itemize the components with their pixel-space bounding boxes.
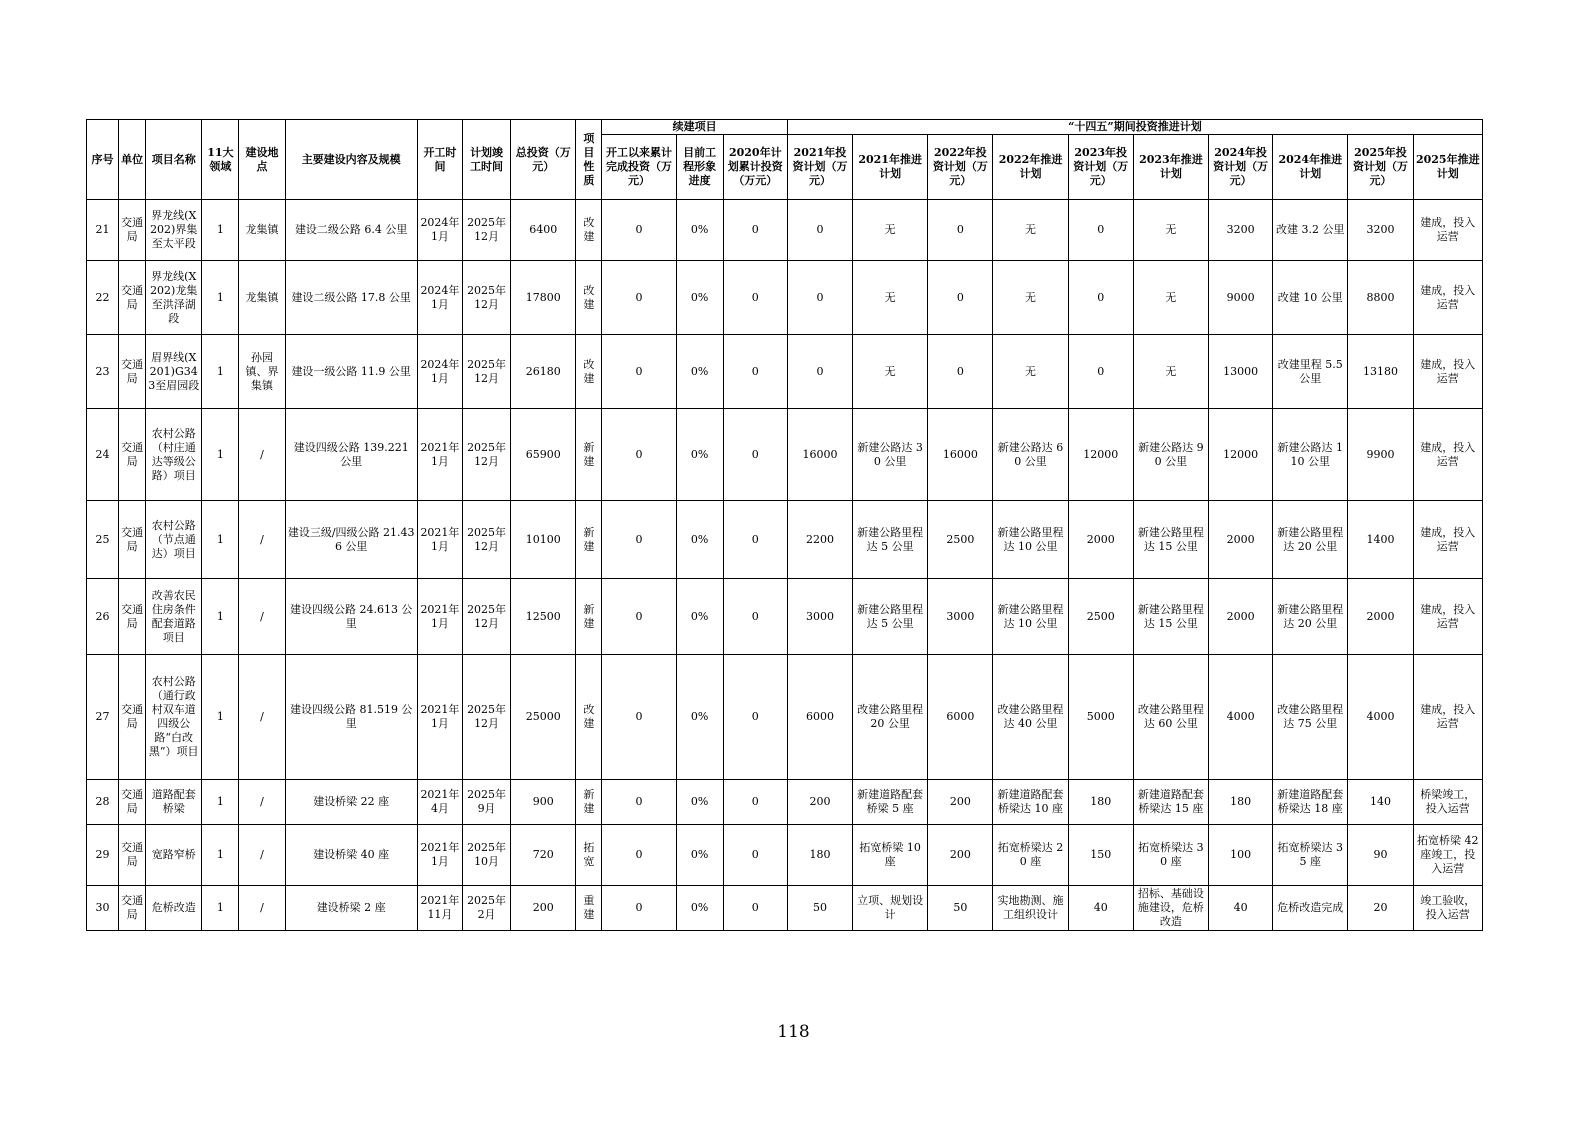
- cell-start: 2021年1月: [417, 409, 462, 501]
- cell-prog2022: 无: [993, 200, 1068, 261]
- cell-inv2024: 9000: [1209, 261, 1273, 335]
- cell-inv2022: 3000: [928, 579, 993, 655]
- cell-inv2022: 50: [928, 886, 993, 931]
- cell-inv2023: 0: [1068, 261, 1133, 335]
- cell-prog2021: 改建公路里程 20 公里: [853, 655, 928, 780]
- cell-prog2025: 建成，投入运营: [1413, 409, 1482, 501]
- cell-progress: 0%: [676, 825, 723, 886]
- cell-inv2022: 0: [928, 335, 993, 409]
- cell-prog2023: 无: [1133, 200, 1208, 261]
- cell-content: 建设桥梁 40 座: [285, 825, 417, 886]
- cell-inv2021: 0: [787, 200, 852, 261]
- cell-prog2024: 改建公路里程达 75 公里: [1273, 655, 1348, 780]
- cell-inv2024: 40: [1209, 886, 1273, 931]
- cell-prog2021: 拓宽桥梁 10 座: [853, 825, 928, 886]
- cell-inv2024: 13000: [1209, 335, 1273, 409]
- header-unit: 单位: [119, 120, 146, 200]
- cell-prog2021: 新建公路里程达 5 公里: [853, 579, 928, 655]
- cell-seq: 22: [87, 261, 119, 335]
- cell-cum: 0: [602, 825, 676, 886]
- header-inv2023: 2023年投资计划（万元）: [1068, 135, 1133, 200]
- cell-prog2023: 无: [1133, 335, 1208, 409]
- table-row: [87, 579, 1483, 655]
- cell-prog2022: 改建公路里程达 40 公里: [993, 655, 1068, 780]
- cell-location: /: [239, 780, 285, 825]
- cell-prog2021: 无: [853, 335, 928, 409]
- header-group-plan: “十四五”期间投资推进计划: [787, 120, 1482, 135]
- cell-unit: 交通局: [119, 335, 146, 409]
- cell-field: 1: [202, 261, 239, 335]
- cell-plan2020: 0: [723, 825, 787, 886]
- cell-plan2020: 0: [723, 501, 787, 579]
- cell-prog2025: 建成，投入运营: [1413, 655, 1482, 780]
- cell-field: 1: [202, 409, 239, 501]
- cell-prog2024: 新建公路达 110 公里: [1273, 409, 1348, 501]
- cell-start: 2024年1月: [417, 335, 462, 409]
- cell-inv2021: 200: [787, 780, 852, 825]
- cell-inv2022: 6000: [928, 655, 993, 780]
- cell-nature: 新建: [576, 780, 602, 825]
- cell-cum: 0: [602, 501, 676, 579]
- cell-progress: 0%: [676, 886, 723, 931]
- cell-prog2025: 拓宽桥梁 42 座竣工，投入运营: [1413, 825, 1482, 886]
- header-nature: 项目性质: [576, 120, 602, 200]
- cell-finish: 2025年12月: [463, 200, 511, 261]
- cell-inv2022: 2500: [928, 501, 993, 579]
- cell-inv2024: 4000: [1209, 655, 1273, 780]
- cell-total: 12500: [511, 579, 576, 655]
- cell-name: 农村公路（通行政村双车道四级公路“白改黑”）项目: [146, 655, 202, 780]
- cell-prog2024: 改建里程 5.5 公里: [1273, 335, 1348, 409]
- table-row: [87, 409, 1483, 501]
- cell-cum: 0: [602, 886, 676, 931]
- cell-total: 200: [511, 886, 576, 931]
- cell-nature: 新建: [576, 579, 602, 655]
- cell-unit: 交通局: [119, 886, 146, 931]
- cell-field: 1: [202, 655, 239, 780]
- header-total: 总投资（万元）: [511, 120, 576, 200]
- cell-finish: 2025年12月: [463, 501, 511, 579]
- cell-progress: 0%: [676, 655, 723, 780]
- cell-prog2024: 新建道路配套桥梁达 18 座: [1273, 780, 1348, 825]
- cell-content: 建设桥梁 22 座: [285, 780, 417, 825]
- cell-start: 2021年11月: [417, 886, 462, 931]
- cell-content: 建设四级公路 24.613 公里: [285, 579, 417, 655]
- cell-inv2022: 200: [928, 825, 993, 886]
- cell-inv2021: 2200: [787, 501, 852, 579]
- cell-total: 17800: [511, 261, 576, 335]
- cell-plan2020: 0: [723, 200, 787, 261]
- cell-content: 建设三级/四级公路 21.436 公里: [285, 501, 417, 579]
- cell-nature: 重建: [576, 886, 602, 931]
- cell-finish: 2025年2月: [463, 886, 511, 931]
- cell-inv2021: 16000: [787, 409, 852, 501]
- cell-prog2022: 新建公路里程达 10 公里: [993, 579, 1068, 655]
- cell-inv2024: 2000: [1209, 501, 1273, 579]
- cell-start: 2021年1月: [417, 579, 462, 655]
- cell-prog2025: 建成，投入运营: [1413, 261, 1482, 335]
- cell-seq: 21: [87, 200, 119, 261]
- header-inv2024: 2024年投资计划（万元）: [1209, 135, 1273, 200]
- cell-inv2024: 3200: [1209, 200, 1273, 261]
- header-prog2021: 2021年推进计划: [853, 135, 928, 200]
- cell-nature: 改建: [576, 335, 602, 409]
- cell-inv2023: 2000: [1068, 501, 1133, 579]
- cell-seq: 25: [87, 501, 119, 579]
- cell-nature: 新建: [576, 409, 602, 501]
- cell-location: /: [239, 409, 285, 501]
- cell-name: 界龙线(X202)界集至太平段: [146, 200, 202, 261]
- cell-seq: 30: [87, 886, 119, 931]
- cell-field: 1: [202, 200, 239, 261]
- table-row: [87, 780, 1483, 825]
- cell-location: /: [239, 579, 285, 655]
- cell-inv2025: 13180: [1348, 335, 1413, 409]
- cell-total: 900: [511, 780, 576, 825]
- cell-start: 2024年1月: [417, 200, 462, 261]
- header-seq: 序号: [87, 120, 119, 200]
- cell-field: 1: [202, 335, 239, 409]
- cell-field: 1: [202, 886, 239, 931]
- cell-finish: 2025年12月: [463, 335, 511, 409]
- cell-prog2023: 新建公路里程达 15 公里: [1133, 501, 1208, 579]
- table-row: [87, 825, 1483, 886]
- table-row: [87, 200, 1483, 261]
- cell-content: 建设四级公路 139.221 公里: [285, 409, 417, 501]
- header-content: 主要建设内容及规模: [285, 120, 417, 200]
- cell-nature: 新建: [576, 501, 602, 579]
- header-field: 11大领域: [202, 120, 239, 200]
- cell-cum: 0: [602, 261, 676, 335]
- cell-prog2025: 建成，投入运营: [1413, 579, 1482, 655]
- cell-progress: 0%: [676, 261, 723, 335]
- cell-cum: 0: [602, 200, 676, 261]
- cell-name: 界龙线(X202)龙集至洪泽湖段: [146, 261, 202, 335]
- cell-plan2020: 0: [723, 655, 787, 780]
- cell-start: 2021年1月: [417, 501, 462, 579]
- page-number: 118: [777, 1022, 810, 1042]
- cell-progress: 0%: [676, 200, 723, 261]
- cell-location: /: [239, 825, 285, 886]
- cell-prog2021: 无: [853, 200, 928, 261]
- cell-inv2022: 16000: [928, 409, 993, 501]
- cell-inv2023: 0: [1068, 200, 1133, 261]
- cell-inv2025: 9900: [1348, 409, 1413, 501]
- cell-inv2021: 3000: [787, 579, 852, 655]
- cell-location: /: [239, 886, 285, 931]
- cell-field: 1: [202, 825, 239, 886]
- cell-prog2024: 新建公路里程达 20 公里: [1273, 501, 1348, 579]
- header-plan2020: 2020年计划累计投资（万元）: [723, 135, 787, 200]
- cell-nature: 改建: [576, 200, 602, 261]
- cell-total: 720: [511, 825, 576, 886]
- cell-inv2024: 180: [1209, 780, 1273, 825]
- cell-inv2021: 0: [787, 261, 852, 335]
- cell-unit: 交通局: [119, 501, 146, 579]
- cell-prog2021: 新建公路里程达 5 公里: [853, 501, 928, 579]
- cell-inv2025: 1400: [1348, 501, 1413, 579]
- cell-prog2022: 拓宽桥梁达 20 座: [993, 825, 1068, 886]
- cell-prog2021: 无: [853, 261, 928, 335]
- table-row: [87, 655, 1483, 780]
- cell-prog2021: 新建公路达 30 公里: [853, 409, 928, 501]
- cell-prog2023: 新建公路达 90 公里: [1133, 409, 1208, 501]
- cell-prog2025: 建成，投入运营: [1413, 335, 1482, 409]
- cell-nature: 拓宽: [576, 825, 602, 886]
- cell-total: 10100: [511, 501, 576, 579]
- header-group-continue: 续建项目: [602, 120, 788, 135]
- cell-prog2022: 实地勘测、施工组织设计: [993, 886, 1068, 931]
- header-inv2022: 2022年投资计划（万元）: [928, 135, 993, 200]
- cell-field: 1: [202, 501, 239, 579]
- cell-inv2023: 180: [1068, 780, 1133, 825]
- cell-prog2023: 改建公路里程达 60 公里: [1133, 655, 1208, 780]
- cell-prog2022: 新建公路达 60 公里: [993, 409, 1068, 501]
- cell-location: /: [239, 655, 285, 780]
- cell-inv2023: 12000: [1068, 409, 1133, 501]
- header-start: 开工时间: [417, 120, 462, 200]
- cell-inv2023: 2500: [1068, 579, 1133, 655]
- cell-inv2021: 50: [787, 886, 852, 931]
- cell-prog2022: 新建公路里程达 10 公里: [993, 501, 1068, 579]
- cell-progress: 0%: [676, 579, 723, 655]
- table-row: [87, 261, 1483, 335]
- cell-progress: 0%: [676, 335, 723, 409]
- cell-seq: 28: [87, 780, 119, 825]
- investment-plan-table: [86, 119, 1483, 931]
- cell-nature: 改建: [576, 655, 602, 780]
- cell-unit: 交通局: [119, 409, 146, 501]
- cell-name: 眉界线(X201)G343至眉园段: [146, 335, 202, 409]
- cell-total: 6400: [511, 200, 576, 261]
- cell-name: 农村公路（节点通达）项目: [146, 501, 202, 579]
- cell-inv2023: 0: [1068, 335, 1133, 409]
- cell-unit: 交通局: [119, 579, 146, 655]
- cell-cum: 0: [602, 579, 676, 655]
- cell-inv2021: 0: [787, 335, 852, 409]
- cell-prog2023: 新建公路里程达 15 公里: [1133, 579, 1208, 655]
- cell-prog2024: 拓宽桥梁达 35 座: [1273, 825, 1348, 886]
- cell-seq: 27: [87, 655, 119, 780]
- cell-prog2023: 无: [1133, 261, 1208, 335]
- header-inv2025: 2025年投资计划（万元）: [1348, 135, 1413, 200]
- cell-name: 危桥改造: [146, 886, 202, 931]
- cell-content: 建设二级公路 17.8 公里: [285, 261, 417, 335]
- cell-inv2025: 20: [1348, 886, 1413, 931]
- cell-prog2023: 招标、基础设施建设，危桥改造: [1133, 886, 1208, 931]
- cell-name: 宽路窄桥: [146, 825, 202, 886]
- cell-field: 1: [202, 579, 239, 655]
- cell-content: 建设一级公路 11.9 公里: [285, 335, 417, 409]
- table-row: [87, 335, 1483, 409]
- cell-inv2023: 40: [1068, 886, 1133, 931]
- cell-prog2023: 拓宽桥梁达 30 座: [1133, 825, 1208, 886]
- cell-prog2025: 建成，投入运营: [1413, 200, 1482, 261]
- cell-prog2021: 立项、规划设计: [853, 886, 928, 931]
- cell-progress: 0%: [676, 501, 723, 579]
- cell-total: 26180: [511, 335, 576, 409]
- cell-cum: 0: [602, 780, 676, 825]
- cell-prog2022: 无: [993, 261, 1068, 335]
- cell-inv2025: 2000: [1348, 579, 1413, 655]
- cell-finish: 2025年12月: [463, 579, 511, 655]
- cell-unit: 交通局: [119, 655, 146, 780]
- cell-content: 建设二级公路 6.4 公里: [285, 200, 417, 261]
- cell-inv2025: 8800: [1348, 261, 1413, 335]
- cell-unit: 交通局: [119, 780, 146, 825]
- cell-finish: 2025年10月: [463, 825, 511, 886]
- cell-nature: 改建: [576, 261, 602, 335]
- header-prog2024: 2024年推进计划: [1273, 135, 1348, 200]
- cell-start: 2021年4月: [417, 780, 462, 825]
- header-cum: 开工以来累计完成投资（万元）: [602, 135, 676, 200]
- header-name: 项目名称: [146, 120, 202, 200]
- cell-inv2022: 200: [928, 780, 993, 825]
- cell-finish: 2025年12月: [463, 261, 511, 335]
- cell-start: 2024年1月: [417, 261, 462, 335]
- header-location: 建设地点: [239, 120, 285, 200]
- cell-prog2024: 改建 10 公里: [1273, 261, 1348, 335]
- cell-name: 改善农民住房条件配套道路项目: [146, 579, 202, 655]
- cell-start: 2021年1月: [417, 655, 462, 780]
- cell-inv2021: 6000: [787, 655, 852, 780]
- cell-location: 龙集镇: [239, 261, 285, 335]
- cell-total: 25000: [511, 655, 576, 780]
- cell-prog2021: 新建道路配套桥梁 5 座: [853, 780, 928, 825]
- cell-inv2023: 150: [1068, 825, 1133, 886]
- cell-finish: 2025年9月: [463, 780, 511, 825]
- cell-prog2023: 新建道路配套桥梁达 15 座: [1133, 780, 1208, 825]
- cell-inv2025: 4000: [1348, 655, 1413, 780]
- cell-cum: 0: [602, 409, 676, 501]
- header-prog2023: 2023年推进计划: [1133, 135, 1208, 200]
- table-row: [87, 501, 1483, 579]
- header-progress: 目前工程形象进度: [676, 135, 723, 200]
- cell-plan2020: 0: [723, 780, 787, 825]
- header-prog2022: 2022年推进计划: [993, 135, 1068, 200]
- cell-content: 建设四级公路 81.519 公里: [285, 655, 417, 780]
- cell-inv2024: 2000: [1209, 579, 1273, 655]
- cell-name: 农村公路（村庄通达等级公路）项目: [146, 409, 202, 501]
- cell-content: 建设桥梁 2 座: [285, 886, 417, 931]
- cell-prog2024: 改建 3.2 公里: [1273, 200, 1348, 261]
- cell-prog2024: 新建公路里程达 20 公里: [1273, 579, 1348, 655]
- cell-prog2025: 桥梁竣工，投入运营: [1413, 780, 1482, 825]
- cell-prog2025: 竣工验收，投入运营: [1413, 886, 1482, 931]
- header-inv2021: 2021年投资计划（万元）: [787, 135, 852, 200]
- cell-seq: 23: [87, 335, 119, 409]
- cell-inv2025: 3200: [1348, 200, 1413, 261]
- cell-prog2025: 建成，投入运营: [1413, 501, 1482, 579]
- cell-location: /: [239, 501, 285, 579]
- header-finish: 计划竣工时间: [463, 120, 511, 200]
- cell-finish: 2025年12月: [463, 655, 511, 780]
- cell-inv2022: 0: [928, 261, 993, 335]
- cell-seq: 26: [87, 579, 119, 655]
- cell-prog2022: 无: [993, 335, 1068, 409]
- cell-prog2024: 危桥改造完成: [1273, 886, 1348, 931]
- cell-inv2021: 180: [787, 825, 852, 886]
- cell-inv2024: 12000: [1209, 409, 1273, 501]
- table-row: [87, 886, 1483, 931]
- cell-unit: 交通局: [119, 200, 146, 261]
- cell-inv2023: 5000: [1068, 655, 1133, 780]
- cell-inv2024: 100: [1209, 825, 1273, 886]
- cell-cum: 0: [602, 655, 676, 780]
- cell-cum: 0: [602, 335, 676, 409]
- cell-inv2022: 0: [928, 200, 993, 261]
- cell-location: 龙集镇: [239, 200, 285, 261]
- cell-plan2020: 0: [723, 886, 787, 931]
- cell-location: 孙园镇、界集镇: [239, 335, 285, 409]
- cell-prog2022: 新建道路配套桥梁达 10 座: [993, 780, 1068, 825]
- cell-inv2025: 90: [1348, 825, 1413, 886]
- cell-field: 1: [202, 780, 239, 825]
- cell-name: 道路配套桥梁: [146, 780, 202, 825]
- cell-seq: 29: [87, 825, 119, 886]
- cell-unit: 交通局: [119, 261, 146, 335]
- cell-seq: 24: [87, 409, 119, 501]
- cell-plan2020: 0: [723, 335, 787, 409]
- cell-start: 2021年1月: [417, 825, 462, 886]
- cell-plan2020: 0: [723, 579, 787, 655]
- cell-finish: 2025年12月: [463, 409, 511, 501]
- cell-total: 65900: [511, 409, 576, 501]
- cell-plan2020: 0: [723, 409, 787, 501]
- cell-unit: 交通局: [119, 825, 146, 886]
- cell-inv2025: 140: [1348, 780, 1413, 825]
- cell-plan2020: 0: [723, 261, 787, 335]
- cell-progress: 0%: [676, 780, 723, 825]
- cell-progress: 0%: [676, 409, 723, 501]
- header-prog2025: 2025年推进计划: [1413, 135, 1482, 200]
